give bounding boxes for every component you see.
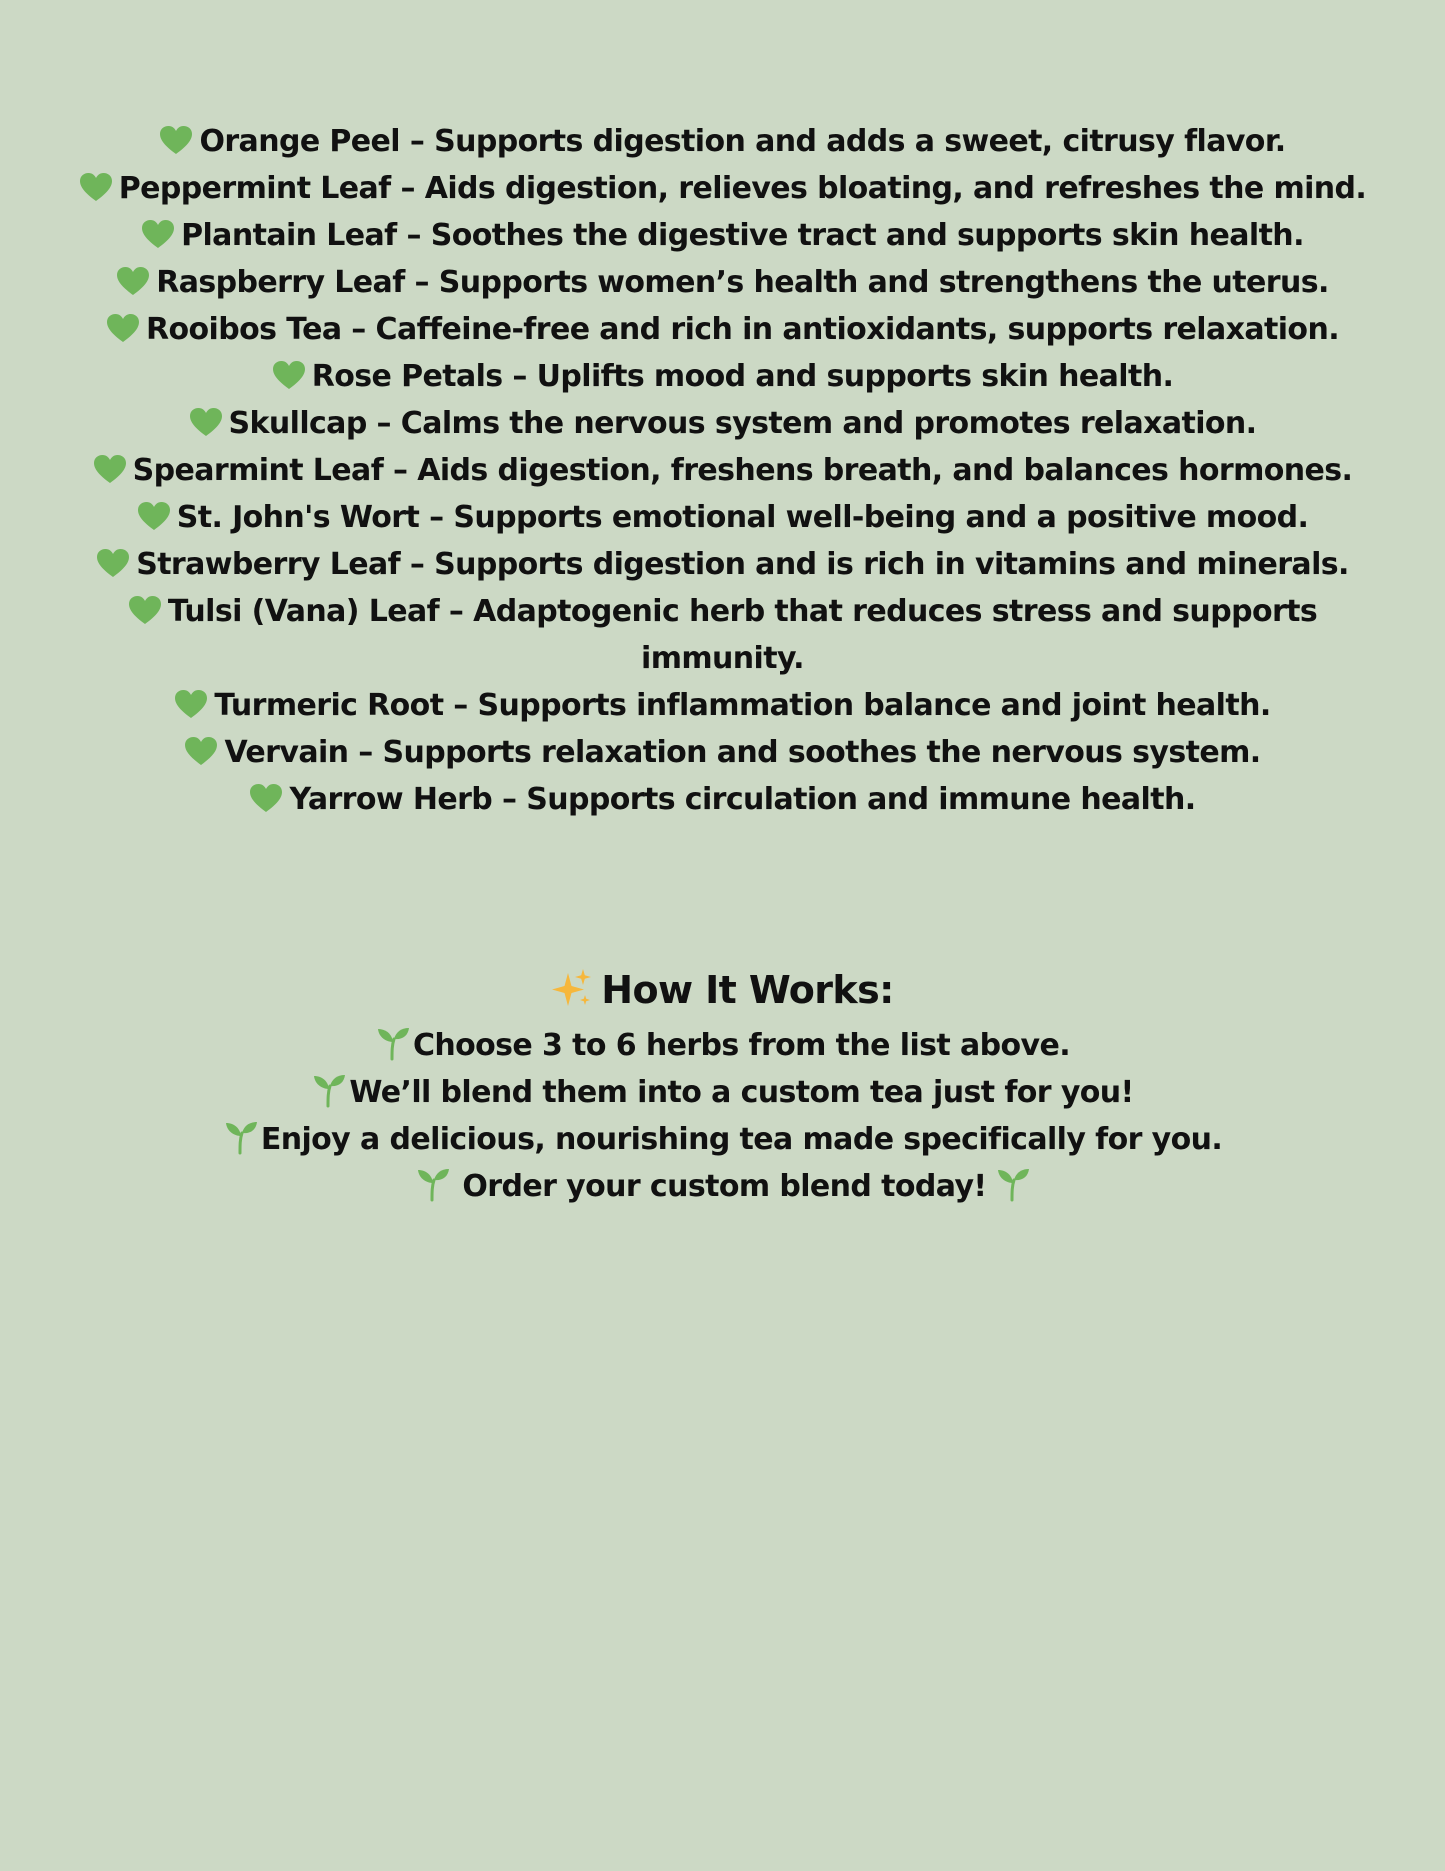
green-heart-icon — [137, 501, 171, 531]
seedling-icon — [311, 1072, 347, 1108]
herb-item — [60, 353, 1385, 400]
green-heart-icon — [272, 360, 306, 390]
green-heart-icon — [106, 313, 140, 343]
herb-item — [60, 306, 1385, 353]
green-heart-icon — [141, 219, 175, 249]
green-heart-icon — [189, 407, 223, 437]
herb-item — [60, 682, 1385, 729]
herb-text: St. John's Wort – Supports emotional well-being and a positive mood. — [176, 500, 1309, 535]
herb-item — [60, 400, 1385, 447]
herb-list — [60, 118, 1385, 823]
herb-text: Spearmint Leaf – Aids digestion, freshens breath, and balances hormones. — [132, 453, 1353, 488]
green-heart-icon — [96, 548, 130, 578]
herb-text: Rose Petals – Uplifts mood and supports skin health. — [311, 359, 1174, 394]
green-heart-icon — [116, 266, 150, 296]
step-text: We’ll blend them into a custom tea just for you! — [349, 1075, 1134, 1110]
seedling-icon — [375, 1025, 411, 1061]
green-heart-icon — [159, 125, 193, 155]
green-heart-icon — [174, 689, 208, 719]
herb-text: Rooibos Tea – Caffeine-free and rich in antioxidants, supports relaxation. — [146, 312, 1339, 347]
herb-item — [60, 212, 1385, 259]
step-text: Enjoy a delicious, nourishing tea made specifically for you. — [260, 1122, 1223, 1157]
herb-text: Raspberry Leaf – Supports women’s health and strengthens the uterus. — [156, 265, 1329, 300]
sparkles-icon — [551, 967, 593, 1009]
herb-text: Vervain – Supports relaxation and soothes the nervous system. — [224, 735, 1261, 770]
green-heart-icon — [128, 595, 162, 625]
green-heart-icon — [249, 783, 283, 813]
herb-item — [60, 118, 1385, 165]
seedling-icon — [223, 1119, 259, 1155]
herb-item — [60, 447, 1385, 494]
herb-item — [60, 259, 1385, 306]
herb-text: Yarrow Herb – Supports circulation and immune health. — [289, 782, 1196, 817]
herb-text: Tulsi (Vana) Leaf – Adaptogenic herb that reduces stress and supports immunity. — [167, 594, 1318, 676]
herb-item — [60, 776, 1385, 823]
seedling-icon — [995, 1166, 1031, 1202]
green-heart-icon — [184, 736, 218, 766]
herb-text: Strawberry Leaf – Supports digestion and is rich in vitamins and minerals. — [136, 547, 1349, 582]
seedling-icon — [415, 1166, 451, 1202]
herb-text: Skullcap – Calms the nervous system and promotes relaxation. — [228, 406, 1257, 441]
how-it-works-section — [60, 960, 1385, 1210]
herb-text: Turmeric Root – Supports inflammation balance and joint health. — [214, 688, 1271, 723]
herb-item — [60, 541, 1385, 588]
closing-text: Order your custom blend today! — [462, 1169, 987, 1204]
herb-text: Plantain Leaf – Soothes the digestive tract and supports skin health. — [181, 218, 1304, 253]
herb-text: Peppermint Leaf – Aids digestion, relieves bloating, and refreshes the mind. — [118, 171, 1367, 206]
herb-text: Orange Peel – Supports digestion and adds a sweet, citrusy flavor. — [199, 124, 1286, 159]
herb-item — [60, 588, 1385, 682]
green-heart-icon — [79, 172, 113, 202]
closing-line — [60, 1163, 1385, 1210]
green-heart-icon — [93, 454, 127, 484]
step-item — [60, 1022, 1385, 1069]
herb-item — [60, 729, 1385, 776]
herb-item — [60, 494, 1385, 541]
herb-item — [60, 165, 1385, 212]
step-text: Choose 3 to 6 herbs from the list above. — [412, 1028, 1071, 1063]
step-item — [60, 1069, 1385, 1116]
how-it-works-title-text: How It Works: — [601, 968, 894, 1012]
how-it-works-title — [60, 960, 1385, 1020]
step-item — [60, 1116, 1385, 1163]
